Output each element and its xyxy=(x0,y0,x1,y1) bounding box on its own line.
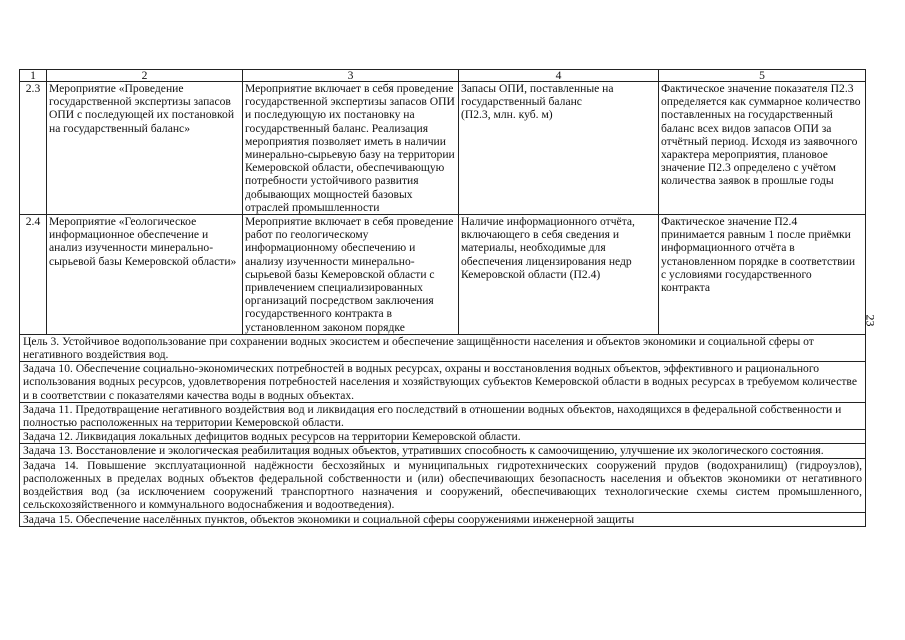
header-col-2: 2 xyxy=(47,70,243,82)
header-col-5: 5 xyxy=(659,70,866,82)
task-11-text: Задача 11. Предотвращение негативного воздействия вод и ликвидация его последствий в отношении водных объектов, находящихся в федеральной собственности и полностью расположенных на территории Кемеровской области. xyxy=(20,402,866,429)
indicator-cell: Запасы ОПИ, поставленные на государственный баланс (П2.3, млн. куб. м) xyxy=(459,82,659,215)
page-number: 23 xyxy=(863,314,878,327)
table-row xyxy=(20,82,866,215)
header-col-4: 4 xyxy=(459,70,659,82)
header-col-1: 1 xyxy=(20,70,47,82)
task-13-text: Задача 13. Восстановление и экологическая реабилитация водных объектов, утративших способность к самоочищению, улучшение их экологического состояния. xyxy=(20,444,866,458)
task-14-text: Задача 14. Повышение эксплуатационной надёжности бесхозяйных и муниципальных гидротехнических сооружений прудов (водохранилищ) (гидроузлов), расположенных в пределах водных объектов федеральной собственности и (или) обеспечивающих безопасность населения и объектов экономики от негативного воздействия вод (за исключением сооружений транспортного назначения и сооружений, обеспечивающих технологические схемы систем промышленного, сельскохозяйственного и коммунального водоснабжения и водоотведения). xyxy=(20,458,866,512)
description-cell: Мероприятие включает в себя проведение государственной экспертизы запасов ОПИ и последующую их постановку на государственный баланс. Реализация мероприятия позволяет иметь в наличии минерально-сырьевую базу на территории Кемеровской области, обеспечивающую потребности устойчивого развития добывающих мощностей базовых отраслей промышленности xyxy=(243,82,459,215)
task-10-text: Задача 10. Обеспечение социально-экономических потребностей в водных ресурсах, охраны и восстановления водных объектов, эффективного и рационального использования водных ресурсов, удовлетворения потребностей населения и хозяйствующих субъектов Кемеровской области в водных ресурсах в требуемом количестве и в соответствии с показателями качества воды в водных объектах. xyxy=(20,362,866,403)
task-row xyxy=(20,402,866,429)
row-number: 2.4 xyxy=(20,215,47,335)
event-cell: Мероприятие «Проведение государственной экспертизы запасов ОПИ с последующей их постановкой на государственный баланс» xyxy=(47,82,243,215)
goal-3-text: Цель 3. Устойчивое водопользование при сохранении водных экосистем и обеспечение защищённости населения и объектов экономики и социальной сферы от негативного воздействия вод. xyxy=(20,334,866,361)
goal-row xyxy=(20,334,866,361)
indicator-cell: Наличие информационного отчёта, включающего в себя сведения и материалы, необходимые для обеспечения лицензирования недр Кемеровской области (П2.4) xyxy=(459,215,659,335)
document-table xyxy=(19,69,866,527)
table-row xyxy=(20,215,866,335)
description-cell: Мероприятие включает в себя проведение работ по геологическому информационному обеспечению и анализу изученности минерально-сырьевой базы Кемеровской области с привлечением специализированных организаций посредством заключения государственного контракта в установленном законом порядке xyxy=(243,215,459,335)
value-cell: Фактическое значение П2.4 принимается равным 1 после приёмки информационного отчёта в установленном порядке в соответствии с условиями государственного контракта xyxy=(659,215,866,335)
header-col-3: 3 xyxy=(243,70,459,82)
task-15-text: Задача 15. Обеспечение населённых пунктов, объектов экономики и социальной сферы сооружениями инженерной защиты xyxy=(20,512,866,526)
task-row xyxy=(20,458,866,512)
event-cell: Мероприятие «Геологическое информационное обеспечение и анализ изученности минерально-сырьевой базы Кемеровской области» xyxy=(47,215,243,335)
task-row xyxy=(20,444,866,458)
task-row xyxy=(20,430,866,444)
value-cell: Фактическое значение показателя П2.3 определяется как суммарное количество поставленных на государственный баланс всех видов запасов ОПИ за отчётный период. Исходя из заявочного характера мероприятия, плановое значение П2.3 определено с учётом количества заявок в прошлые годы xyxy=(659,82,866,215)
header-row xyxy=(20,70,866,82)
row-number: 2.3 xyxy=(20,82,47,215)
task-row xyxy=(20,512,866,526)
task-row xyxy=(20,362,866,403)
task-12-text: Задача 12. Ликвидация локальных дефицитов водных ресурсов на территории Кемеровской области. xyxy=(20,430,866,444)
